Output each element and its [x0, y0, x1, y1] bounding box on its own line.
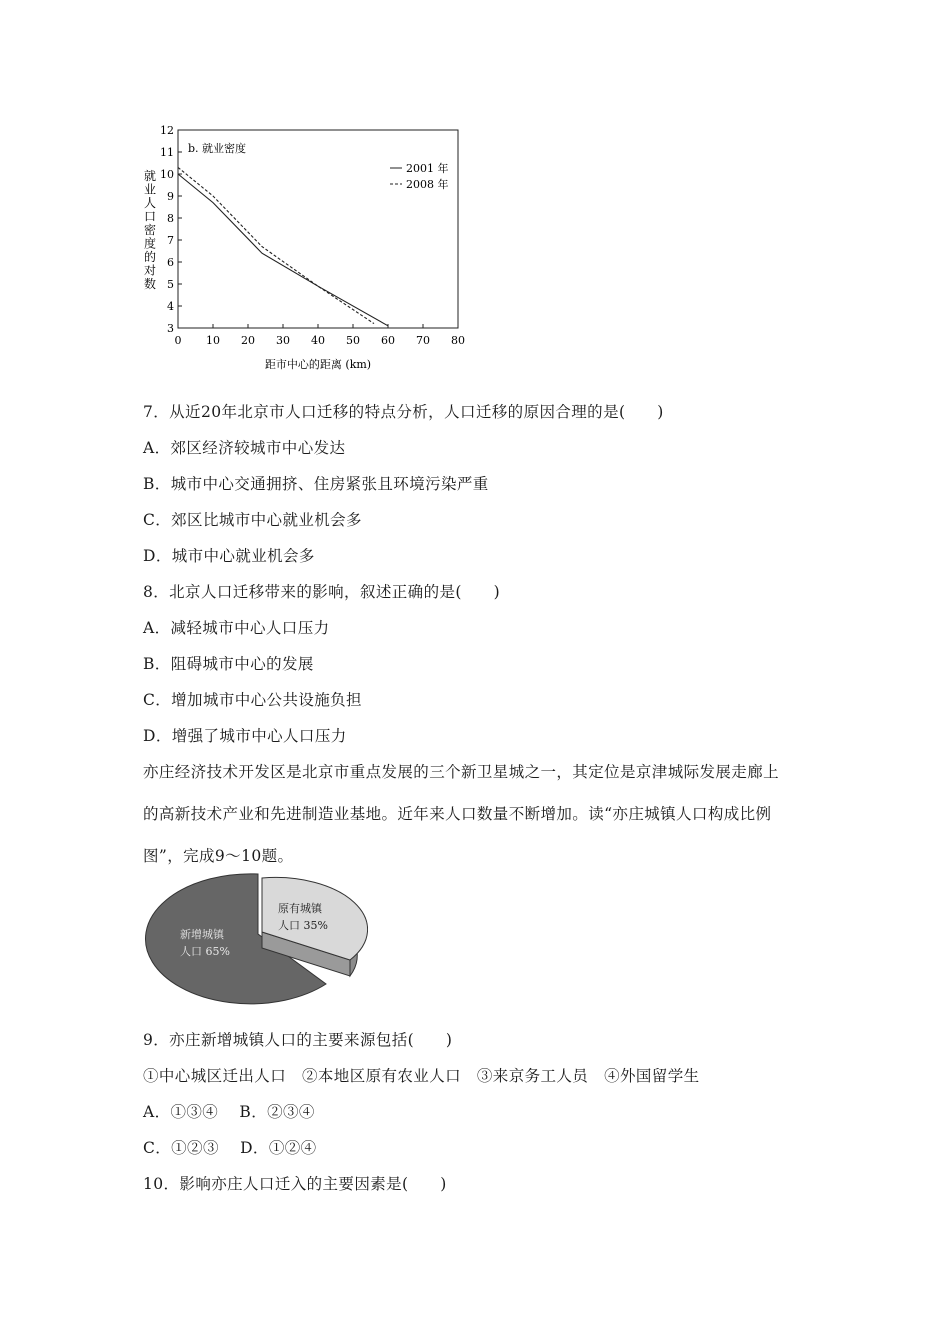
- intro-line-3: 图”，完成9～10题。: [143, 847, 294, 865]
- y-axis-label-char: 度: [143, 236, 157, 251]
- x-tick-label: 60: [381, 334, 395, 347]
- question-9-stem: 9．亦庄新增城镇人口的主要来源包括( ): [143, 1031, 453, 1049]
- question-9-items: ①中心城区迁出人口 ②本地区原有农业人口 ③来京务工人员 ④外国留学生: [143, 1067, 700, 1085]
- x-tick-label: 70: [416, 334, 430, 347]
- pie-label-new-line2: 人口 65%: [180, 945, 230, 958]
- question-7-stem: 7．从近20年北京市人口迁移的特点分析，人口迁移的原因合理的是( ): [143, 403, 664, 421]
- y-axis-label-char: 对: [143, 263, 157, 278]
- question-7-option-b: B．城市中心交通拥挤、住房紧张且环境污染严重: [143, 475, 489, 493]
- y-tick-label: 12: [160, 124, 174, 137]
- y-tick-label: 11: [160, 146, 174, 159]
- x-tick-label: 30: [276, 334, 290, 347]
- chart-plot-area: [178, 130, 458, 328]
- y-tick-label: 3: [167, 322, 174, 335]
- question-8-option-a: A．减轻城市中心人口压力: [143, 619, 330, 637]
- chart-title: b. 就业密度: [188, 142, 247, 155]
- y-tick-label: 5: [167, 278, 174, 291]
- y-tick-label: 9: [167, 190, 174, 203]
- question-8-option-c: C．增加城市中心公共设施负担: [143, 691, 362, 709]
- question-7-option-d: D．城市中心就业机会多: [143, 547, 315, 565]
- pie-label-new-line1: 新增城镇: [180, 928, 224, 941]
- x-tick-label: 80: [451, 334, 465, 347]
- y-axis-label-char: 密: [143, 223, 157, 237]
- y-axis-label-char: 业: [143, 182, 157, 197]
- series-line-2001: [178, 174, 388, 326]
- question-9-options-ab: A．①③④ B．②③④: [143, 1103, 315, 1121]
- y-axis-label-char: 数: [143, 277, 157, 291]
- x-axis-ticks: [175, 324, 466, 347]
- x-tick-label: 20: [241, 334, 255, 347]
- intro-line-2: 的高新技术产业和先进制造业基地。近年来人口数量不断增加。读“亦庄城镇人口构成比例: [143, 805, 772, 823]
- chart-frame-box: [178, 130, 458, 328]
- y-tick-label: 6: [167, 256, 174, 269]
- question-8-option-b: B．阻碍城市中心的发展: [143, 655, 314, 673]
- chart-series: [178, 167, 388, 325]
- y-tick-label: 4: [167, 300, 174, 313]
- x-tick-label: 0: [174, 334, 182, 347]
- x-axis-label: 距市中心的距离 (km): [264, 358, 372, 371]
- y-tick-label: 7: [167, 234, 174, 247]
- y-axis-ticks: [160, 124, 182, 335]
- y-axis-label-char: 的: [143, 250, 157, 264]
- pie-label-existing-line2: 人口 35%: [278, 919, 328, 932]
- x-tick-label: 50: [346, 334, 360, 347]
- question-7-option-c: C．郊区比城市中心就业机会多: [143, 511, 362, 529]
- y-tick-label: 8: [167, 212, 174, 225]
- series-line-2008: [178, 167, 374, 323]
- legend-label-2001: 2001 年: [406, 162, 449, 175]
- y-axis-label-char: 人: [143, 196, 157, 210]
- employment-density-chart: [140, 118, 480, 380]
- x-tick-label: 10: [206, 334, 220, 347]
- y-axis-label-char: 就: [143, 169, 157, 183]
- legend-label-2008: 2008 年: [406, 178, 449, 191]
- y-axis-label: [144, 168, 156, 291]
- question-8-stem: 8．北京人口迁移带来的影响，叙述正确的是( ): [143, 583, 501, 601]
- intro-line-1: 亦庄经济技术开发区是北京市重点发展的三个新卫星城之一，其定位是京津城际发展走廊上: [143, 763, 780, 781]
- yizhuang-population-pie: [138, 868, 368, 1010]
- legend: [390, 161, 449, 191]
- y-tick-label: 10: [160, 168, 174, 181]
- question-10-stem: 10．影响亦庄人口迁入的主要因素是( ): [143, 1175, 447, 1193]
- y-axis-label-char: 口: [143, 209, 157, 224]
- pie-label-existing-line1: 原有城镇: [278, 902, 322, 915]
- x-tick-label: 40: [311, 334, 325, 347]
- question-8-option-d: D．增强了城市中心人口压力: [143, 727, 347, 745]
- question-7-option-a: A．郊区经济较城市中心发达: [143, 439, 346, 457]
- question-9-options-cd: C．①②③ D．①②④: [143, 1139, 317, 1157]
